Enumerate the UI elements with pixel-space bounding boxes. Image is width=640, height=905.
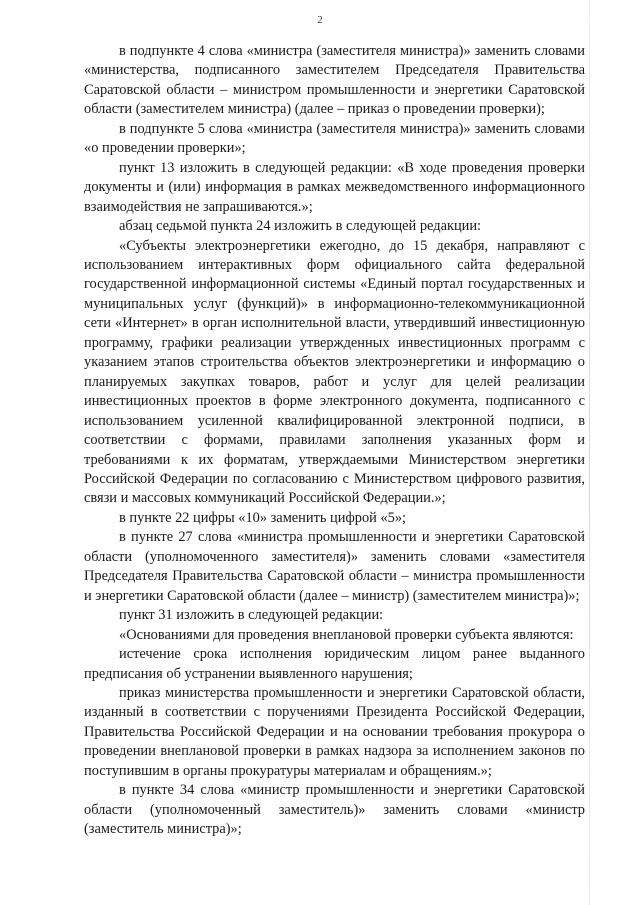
page-number: 2: [317, 14, 323, 26]
paragraph-subpoint-5: в подпункте 5 слова «министра (заместителя министра)» заменить словами «о проведении проверки»;: [84, 120, 585, 157]
document-body: [84, 42, 585, 840]
paragraph-point-31-expiry: истечение срока исполнения юридическим лицом ранее выданного предписания об устранении выявленного нарушения;: [84, 646, 585, 682]
paragraph-point-27: в пункте 27 слова «министра промышленности и энергетики Саратовской области (уполномоченного заместителя)» заменить словами «заместителя Председателя Правительства Саратовской области – министра промышленности и энергетики Саратовской области (далее – министр) (заместителем министра)»;: [84, 529, 585, 604]
paragraph-point-24-intro: абзац седьмой пункта 24 изложить в следующей редакции:: [119, 218, 482, 235]
paragraph-point-34: в пункте 34 слова «министр промышленности и энергетики Саратовской области (уполномоченный заместитель)» заменить словами «министр (заместитель министра)»;: [84, 782, 585, 838]
paragraph-subpoint-4: в подпункте 4 слова «министра (заместителя министра)» заменить словами «министерства, подписанного заместителем Председателя Правительства Саратовской области – министром промышленности и энергетики Саратовской области (заместителем министра) (далее – приказ о проведении проверки);: [84, 43, 585, 118]
paragraph-point-24-text: «Субъекты электроэнергетики ежегодно, до 15 декабря, направляют с использованием интерактивных форм официального сайта федеральной государственной информационной системы «Единый портал государственных и муниципальных услуг (функций)» в информационно-телекоммуникационной сети «Интернет» в орган исполнительной власти, утвердивший инвестиционную программу, графики реализации утвержденных инвестиционных программ с указанием этапов строительства объектов электроэнергетики и информацию о планируемых закупках товаров, работ и услуг для целей реализации инвестиционных проектов в форме электронного документа, подписанного с использованием усиленной квалифицированной электронной подписи, в соответствии с формами, правилами заполнения указанных форм и требованиями к их форматам, утверждаемыми Министерством энергетики Российской Федерации по согласованию с Министерством цифрового развития, связи и массовых коммуникаций Российской Федерации.»;: [84, 237, 585, 507]
paragraph-point-31-grounds: «Основаниями для проведения внеплановой проверки субъекта являются:: [119, 626, 574, 643]
paragraph-point-22: в пункте 22 цифры «10» заменить цифрой «5»;: [119, 509, 407, 526]
paragraph-point-13: пункт 13 изложить в следующей редакции: «В ходе проведения проверки документы и (или) информация в рамках межведомственного информационного взаимодействия не запрашиваются.»;: [84, 159, 585, 215]
paragraph-point-31-order: приказ министерства промышленности и энергетики Саратовской области, изданный в соответствии с поручениями Президента Российской Федерации, Правительства Российской Федерации и на основании требования прокурора о проведении внеплановой проверки в рамках надзора за исполнением законов по поступившим в органы прокуратуры материалам и обращениям.»;: [84, 684, 585, 779]
scan-artifact-line: [589, 0, 590, 905]
paragraph-point-31-intro: пункт 31 изложить в следующей редакции:: [119, 607, 384, 624]
